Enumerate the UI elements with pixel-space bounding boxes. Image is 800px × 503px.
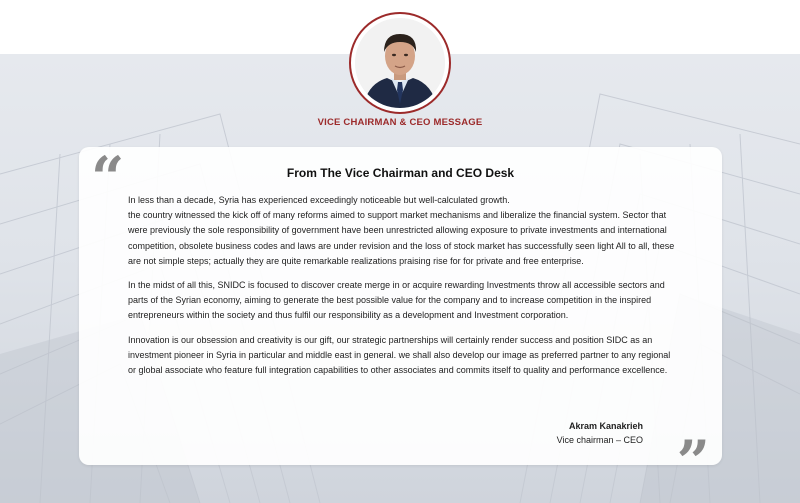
paragraph-1-line-2: the country witnessed the kick off of many reforms aimed to support market mechanisms and liberalize the financial system. Sector that were previously the sole responsibility of government have been unrestricted allowing exposure to private investments and international competition, obsolete business codes and laws are under revision and the loss of stock market has successfully seen light All to all, these are not simple steps; actually they are quite remarkable realizations praising rise for for private and free enterprise. bbox=[128, 210, 675, 266]
message-card bbox=[79, 144, 722, 496]
avatar bbox=[355, 18, 445, 108]
signature-name: Akram Kanakrieh bbox=[568, 421, 643, 431]
paragraph-1-line-1: In less than a decade, Syria has experienced exceedingly noticeable but well-calculated growth. bbox=[128, 195, 510, 205]
message-paragraph-2: In the midst of all this, SNIDC is focused to discover create merge in or acquire rewarding Investments throw all accessible sectors and parts of the Syrian economy, aiming to generate the best possible value for the company and to increase competition in the inspired entrepreneurs within the society and thus fulfil our responsibility as a development and Investment corporation. bbox=[128, 280, 665, 321]
signature-block bbox=[557, 419, 643, 447]
message-body bbox=[128, 193, 680, 387]
message-paragraph-3: Innovation is our obsession and creativity is our gift, our strategic partnerships will certainly render success and position SIDC as an investment pioneer in Syria in particular and middle east in general. we shall also develop our image as preferred partner to any regional or global associate who feature full integration capabilities to other associates and commits itself to quality and performance excellence. bbox=[128, 334, 671, 376]
close-quote-icon: ” bbox=[676, 428, 710, 496]
signature-title: Vice chairman – CEO bbox=[556, 435, 643, 445]
message-paragraph-1 bbox=[128, 193, 680, 269]
section-title: VICE CHAIRMAN & CEO MESSAGE bbox=[317, 117, 483, 128]
open-quote-icon: “ bbox=[91, 144, 125, 212]
avatar-frame bbox=[349, 12, 451, 114]
message-heading: From The Vice Chairman and CEO Desk bbox=[286, 166, 515, 180]
